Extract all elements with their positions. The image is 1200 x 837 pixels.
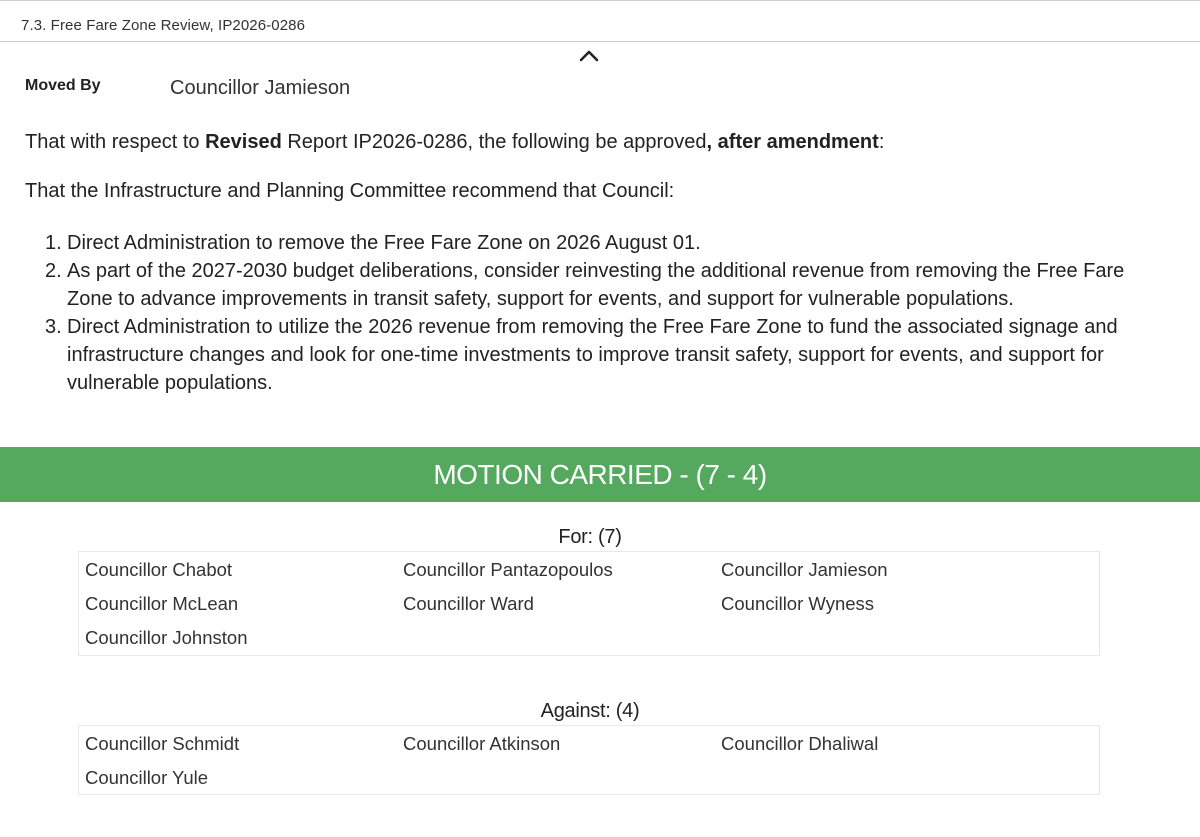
voter-name: Councillor Dhaliwal [721, 733, 879, 754]
motion-intro-suffix: : [878, 131, 885, 153]
moved-by-value: Councillor Jamieson [170, 77, 351, 99]
voter-name: Councillor Schmidt [85, 733, 240, 754]
motion-result-banner [0, 447, 1200, 502]
agenda-item-header[interactable] [0, 0, 1200, 42]
voter-name: Councillor Yule [85, 767, 209, 788]
votes-for-heading: For: (7) [558, 526, 622, 548]
motion-intro-middle: Report IP2026-0286, the following be approved [281, 131, 707, 153]
motion-intro-bold-revised: Revised [205, 131, 282, 153]
collapse-toggle-button[interactable] [577, 44, 601, 66]
motion-item-text: As part of the 2027-2030 budget deliberations, consider reinvesting the additional revenue from removing the Free Fare Zone to advance improvements in transit safety, support for events, and support for vulnerable populations. [67, 260, 1125, 310]
votes-against-heading: Against: (4) [540, 700, 640, 722]
motion-item-number: 3. [45, 316, 62, 338]
voter-name: Councillor Jamieson [721, 559, 888, 580]
motion-item [25, 229, 1155, 257]
motion-result-text: MOTION CARRIED - (7 - 4) [433, 458, 767, 490]
motion-item-text: Direct Administration to remove the Free Fare Zone on 2026 August 01. [67, 232, 701, 254]
motion-intro [25, 131, 884, 154]
motion-intro-prefix: That with respect to [25, 131, 206, 153]
agenda-item-title: 7.3. Free Fare Zone Review, IP2026-0286 [21, 17, 306, 34]
motion-item [25, 257, 1155, 313]
motion-intro-bold-amendment: , after amendment [706, 131, 879, 153]
motion-item-number: 2. [45, 260, 62, 282]
voter-name: Councillor Atkinson [403, 733, 561, 754]
voter-name: Councillor Ward [403, 593, 534, 614]
votes-for-list [78, 551, 1100, 656]
voter-name: Councillor Pantazopoulos [403, 559, 613, 580]
motion-item [25, 313, 1155, 397]
moved-by-label: Moved By [25, 77, 101, 94]
motion-item-text: Direct Administration to utilize the 2026 revenue from removing the Free Fare Zone to fund the associated signage and infrastructure changes and look for one-time investments to improve transit safety, support for events, and support for vulnerable populations. [67, 316, 1118, 394]
voter-name: Councillor Chabot [85, 559, 233, 580]
voter-name: Councillor Wyness [721, 593, 875, 614]
voter-name: Councillor Johnston [85, 627, 248, 648]
motion-recommend: That the Infrastructure and Planning Committee recommend that Council: [25, 180, 675, 202]
votes-against-list [78, 725, 1100, 795]
voter-name: Councillor McLean [85, 593, 239, 614]
motion-item-number: 1. [45, 232, 62, 254]
chevron-up-icon [578, 48, 600, 62]
motion-items-list [25, 229, 1155, 397]
